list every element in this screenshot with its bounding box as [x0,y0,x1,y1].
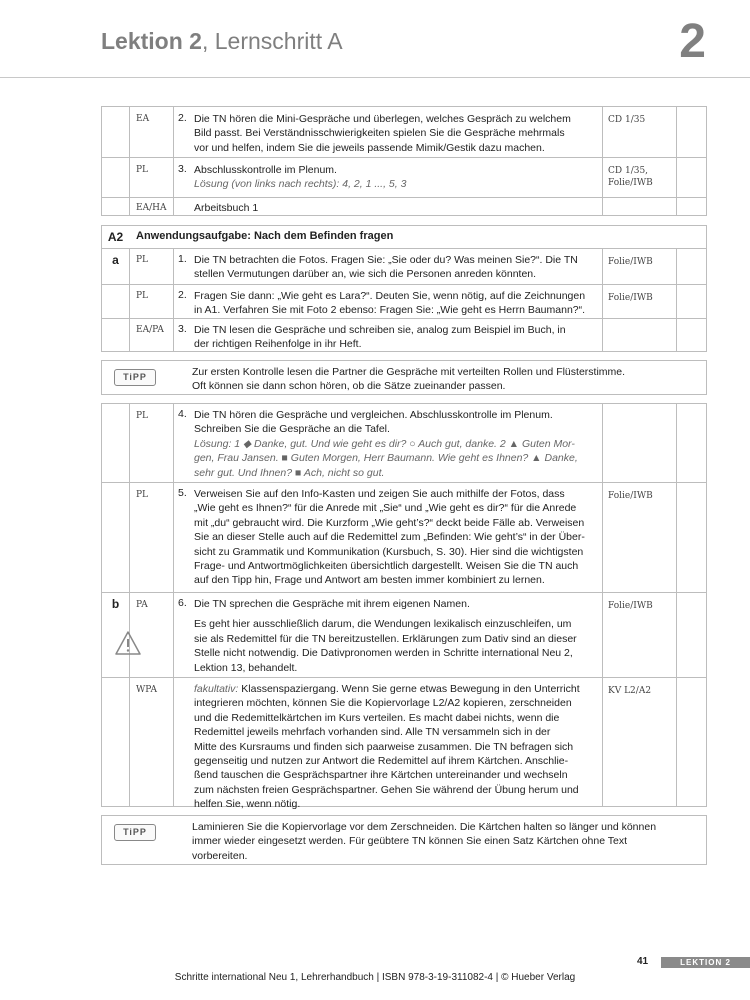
task-letter: a [112,253,119,267]
step-text: Die TN hören die Mini-Gespräche und überlegen, welches Gespräch zu welchem Bild passt. Bei Verständnisschwierigkeiten spielen Sie die Gespräche mehrmals vor und helfen, indem Sie die jeweils passende Mimik/Gestik dazu machen. [194,113,571,154]
tip-icon: TiPP [114,369,156,386]
social-form: EA/HA [136,203,167,213]
step-text: Verweisen Sie auf den Info-Kasten und zeigen Sie auch mithilfe der Fotos, dass „Wie geht es Ihnen?“ für die Anrede mit „Sie“ und „Wie geht es dir?“ für die Anrede mit „du“ gebraucht wird. Die Kurzform „Wie geht’s?“ deckt beide Fälle ab. Verweisen Sie an dieser Stelle auch auf die Redemittel zum „Befinden: Wie geht’s“ in der Über- sicht zu Grammatik und Kommunikation (Kursbuch, S. 30). Hier sind die wichtigsten Frage- und Antwortmöglichkeiten übersichtlich dargestellt. Weisen Sie die TN auch auf den Tipp hin, Frage und Antwort am besten immer kombiniert zu lernen. [194,488,585,587]
social-form: PL [136,490,149,500]
tip-text: Zur ersten Kontrolle lesen die Partner die Gespräche mit verteilten Rollen und Flüsterstimme. Oft können sie dann schon hören, ob die Sätze zueinander passen. [192,366,626,393]
step-text: Die TN sprechen die Gespräche mit ihrem eigenen Namen. Es geht hier ausschließlich darum, die Wendungen lexikalisch einzuschleifen, um sie als Redemittel für die TN bereitzustellen. Erklärungen zum Dativ sind an dieser Stelle nicht notwendig. Die Dativpronomen werden in Schritte international Neu 2, Lektion 13, behandelt. [194,598,577,674]
step-number: 4. [178,408,187,420]
table-lesson-steps-1 [101,106,707,216]
material: CD 1/35 [608,115,646,125]
step-text: Abschlusskontrolle im Plenum. Lösung (von links nach rechts): 4, 2, 1 ..., 5, 3 [194,164,407,191]
section-header [102,226,706,248]
chapter-number: 2 [679,15,706,68]
step-number: 3. [178,323,187,335]
page-number: 41 [637,956,649,967]
material: Folie/IWB [608,293,653,303]
material: Folie/IWB [608,491,653,501]
step-number: 3. [178,163,187,175]
tip-icon: TiPP [114,824,156,841]
social-form: WPA [136,685,157,695]
table-lesson-steps-3 [101,403,707,811]
table-row [102,107,706,157]
task-letter: b [111,597,120,611]
step-number: 2. [178,289,187,301]
step-number: 5. [178,487,187,499]
social-form: PL [136,165,149,175]
table-row [102,248,706,284]
tip-box [101,360,707,395]
social-form: PA [136,600,148,610]
step-text: Arbeitsbuch 1 [194,202,259,214]
step-text: Fragen Sie dann: „Wie geht es Lara?“. Deuten Sie, wenn nötig, auf die Zeichnungen in A1. Verfahren Sie mit Foto 2 ebenso: Fragen Sie: „Wie geht es Herrn Baumann?“. [194,290,586,317]
social-form: EA [136,114,150,124]
footer-publisher: Schritte international Neu 1, Lehrerhandbuch | ISBN 978-3-19-311082-4 | © Hueber Verlag [174,972,576,983]
step-text: Die TN hören die Gespräche und vergleichen. Abschlusskontrolle im Plenum. Schreiben Sie die Gespräche an die Tafel. Lösung: 1 ◆ Danke, gut. Und wie geht es dir? ○ Auch gut, danke. 2 ▲ Guten Mor- gen, Frau Jansen. ■ Guten Morgen, Herr Baumann. Wie geht es Ihnen? ▲ Danke, sehr gut. Und Ihnen? ■ Ach, nicht so gut. [194,409,578,479]
material: Folie/IWB [608,601,653,611]
social-form: PL [136,411,149,421]
tip-text: Laminieren Sie die Kopiervorlage vor dem Zerschneiden. Die Kärtchen halten so länger und können immer wieder eingesetzt werden. Für geübtere TN können Sie einen Satz Kärtchen ohne Text vorbereiten. [192,821,657,862]
social-form: PL [136,255,149,265]
table-row [102,197,706,217]
lektion-tab: LEKTION 2 [661,957,750,968]
table-row [102,157,706,197]
material: CD 1/35, Folie/IWB [608,166,653,188]
table-row [102,318,706,353]
page-title: Lektion 2, Lernschritt A [101,28,343,54]
step-number: 1. [178,253,187,265]
section-label: A2 [107,230,124,244]
step-text: fakultativ: Klassenspaziergang. Wenn Sie gerne etwas Bewegung in den Unterricht integrieren möchten, können Sie die Kopiervorlage L2/A2 kopieren, zerschneiden und die Redemittelkärtchen im Kurs verteilen. Es macht dabei nichts, wenn die Redemittel jeweils mehrfach vorhanden sind. Alle TN versammeln sich in der Mitte des Kursraums und finden sich paarweise zusammen. Die TN befragen sich gegenseitig und nutzen zur Antwort die Redemittel auf ihrem Kärtchen. Anschlie- ßend tauschen die Gesprächspartner ihre Kärtchen untereinander und wechseln zum nächsten freien Gesprächspartner. Gehen Sie während der Übung herum und helfen Sie, wenn nötig. [194,683,580,811]
table-row [102,592,706,677]
social-form: PL [136,291,149,301]
table-row [102,404,706,482]
table-row [102,284,706,318]
material: KV L2/A2 [608,686,652,696]
table-row [102,482,706,592]
step-text: Die TN lesen die Gespräche und schreiben sie, analog zum Beispiel im Buch, in der richtigen Reihenfolge in ihr Heft. [194,324,566,351]
section-title: Anwendungsaufgabe: Nach dem Befinden fragen [136,230,394,242]
header-divider [0,77,750,78]
step-text: Die TN betrachten die Fotos. Fragen Sie: „Sie oder du? Was meinen Sie?“. Die TN stellen Vermutungen darüber an, wie sich die Personen anreden könnten. [194,254,578,281]
social-form: EA/PA [136,325,164,335]
step-number: 2. [178,112,187,124]
table-row [102,677,706,811]
step-number: 6. [178,597,187,609]
table-lesson-steps-2 [101,225,707,352]
material: Folie/IWB [608,257,653,267]
warning-icon [115,631,141,655]
tip-box [101,815,707,865]
